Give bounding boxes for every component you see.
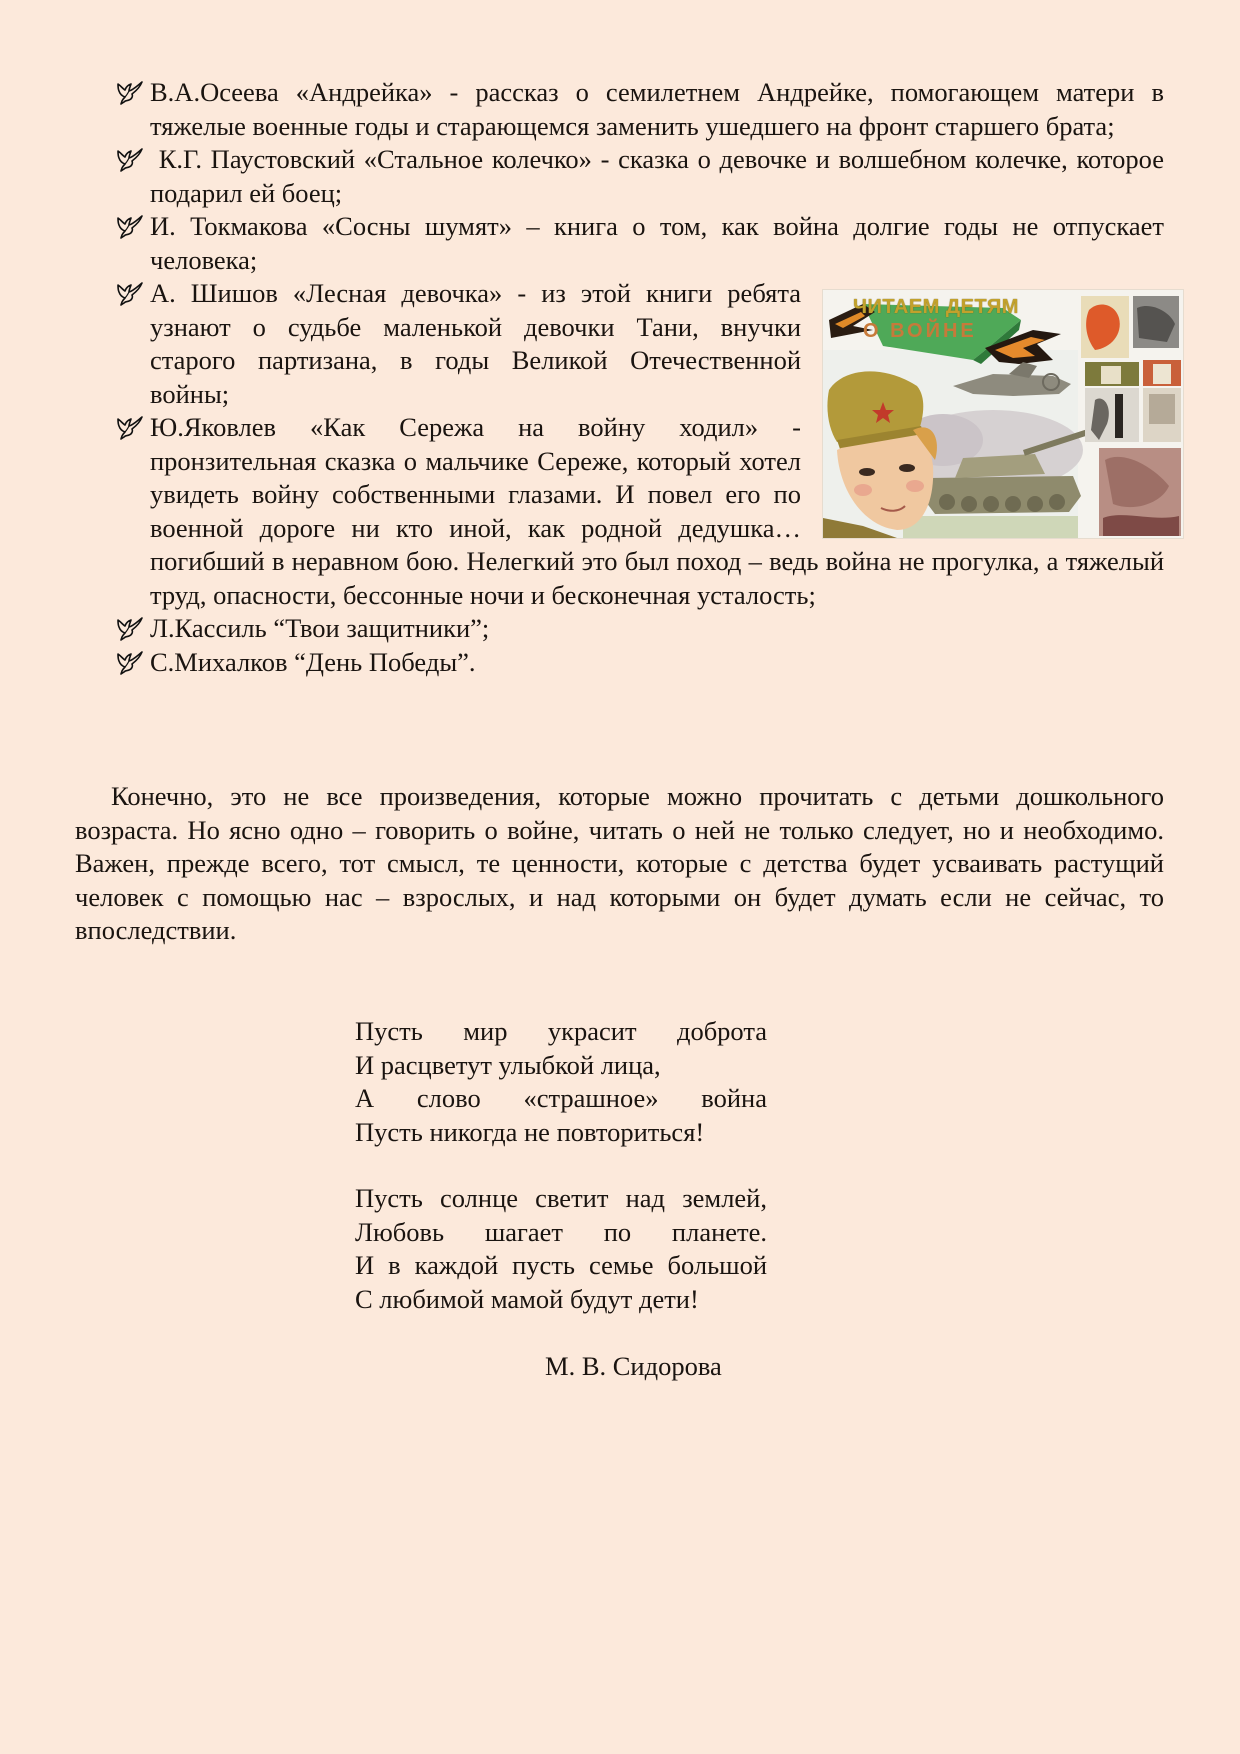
poem-line: А слово «страшное» война xyxy=(355,1083,767,1113)
poem-line: Пусть никогда не повториться! xyxy=(355,1116,705,1147)
dove-icon xyxy=(115,416,147,440)
list-item xyxy=(150,277,1164,411)
book-item-text: В.А.Осеева «Андрейка» - рассказ о семилетнем Андрейке, помогающем матери в тяжелые военные годы и старающемся заменить ушедшего на фронт старшего брата; xyxy=(150,77,1164,141)
poem-line: Любовь шагает по планете. xyxy=(355,1216,767,1247)
list-item xyxy=(150,646,1164,680)
closing-paragraph: Конечно, это не все произведения, которые можно прочитать с детьми дошкольного возраста. Но ясно одно – говорить о войне, читать о ней не только следует, но и необходимо. Важен, прежде всего, тот смысл, те ценности, которые с детства будет усваивать растущий человек с помощью нас – взрослых, и над которыми он будет думать если не сейчас, то впоследствии. xyxy=(75,781,1164,945)
book-item-text: Ю.Яковлев «Как Сережа на войну ходил» - пронзительная сказка о мальчике Сереже, который хотел увидеть войну собственными глазами. И повел его по военной дороге ни кто иной, как родной дедушка… погибший в неравном бою. Нелегкий это был поход – ведь война не прогулка, а тяжелый труд, опасности, бессонные ночи и бесконечная усталость; xyxy=(150,412,1164,610)
poem-line: Пусть солнце светит над землей, xyxy=(355,1183,767,1213)
book-item-text: К.Г. Паустовский «Стальное колечко» - сказка о девочке и волшебном колечке, которое подарил ей боец; xyxy=(150,144,1165,208)
poem-line: С любимой мамой будут дети! xyxy=(355,1283,699,1314)
dove-icon xyxy=(115,651,147,675)
book-item-text: С.Михалков “День Победы”. xyxy=(150,646,476,677)
dove-icon xyxy=(115,81,147,105)
dove-icon xyxy=(115,282,147,306)
list-item xyxy=(150,76,1164,143)
book-item-text: И. Токмакова «Сосны шумят» – книга о том, как война долгие годы не отпускает человека; xyxy=(150,211,1164,275)
illustration-subtitle: О ВОЙНЕ xyxy=(863,320,977,342)
poem-stanza-1 xyxy=(355,1015,767,1149)
list-item xyxy=(150,143,1164,210)
list-item xyxy=(150,210,1164,277)
book-item-text: Л.Кассиль “Твои защитники”; xyxy=(150,613,490,643)
poem-line: И расцветут улыбкой лица, xyxy=(355,1049,661,1080)
author-signature: М. В. Сидорова xyxy=(545,1351,722,1381)
book-item-text: А. Шишов «Лесная девочка» - из этой книги ребята узнают о судьбе маленькой девочки Тани, внучки старого партизана, в годы Великой Отечественной войны; xyxy=(150,278,801,409)
leading-space xyxy=(150,144,159,174)
list-item xyxy=(150,411,1164,612)
dove-icon xyxy=(115,617,147,641)
dove-icon xyxy=(115,148,147,172)
list-item xyxy=(150,612,1164,646)
poem-line: И в каждой пусть семье большой xyxy=(355,1250,767,1280)
poem-stanza-2 xyxy=(355,1182,767,1316)
illustration-title: ЧИТАЕМ ДЕТЯМ xyxy=(853,296,1019,318)
dove-icon xyxy=(115,215,147,239)
book-list xyxy=(150,76,1164,679)
poem-line: Пусть мир украсит доброта xyxy=(355,1016,767,1046)
